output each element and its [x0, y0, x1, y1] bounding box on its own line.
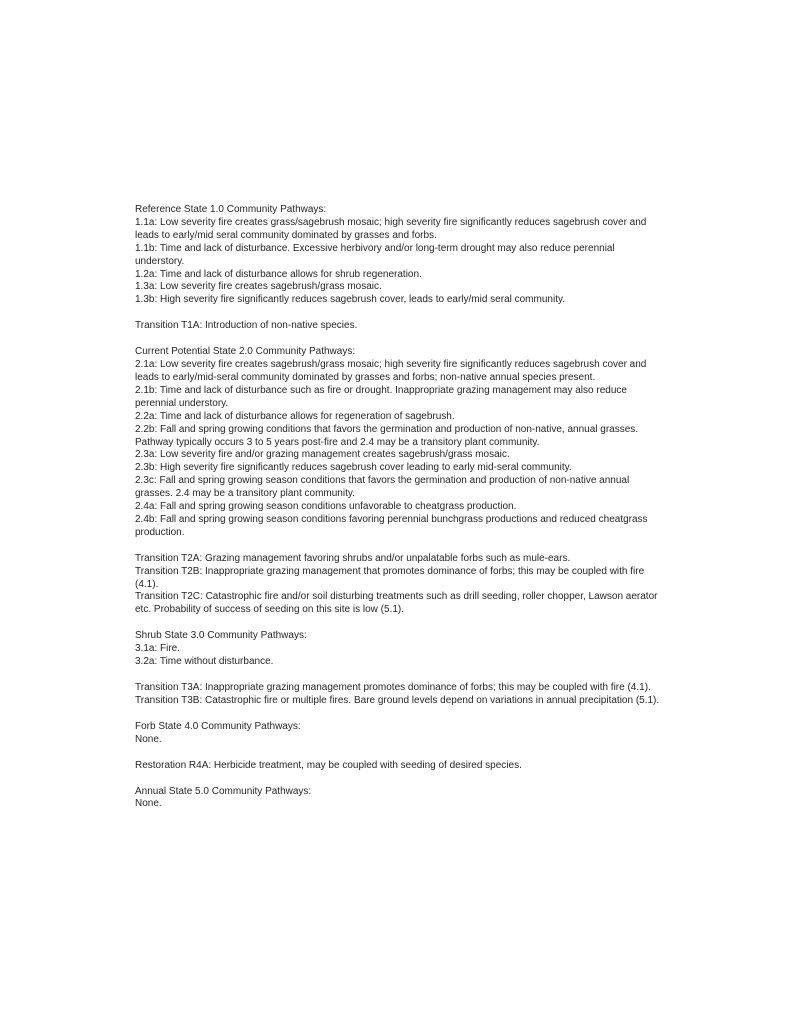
section-heading: Forb State 4.0 Community Pathways:	[135, 720, 301, 732]
text-line: grasses. 2.4 may be a transitory plant community.	[135, 488, 355, 500]
text-line: Transition T2C: Catastrophic fire and/or soil disturbing treatments such as drill seeding, roller chopper, Lawson aerator	[135, 591, 658, 603]
section-heading: Reference State 1.0 Community Pathways:	[135, 204, 327, 215]
text-line: None.	[135, 798, 162, 810]
text-line: production.	[135, 526, 185, 538]
text-line: 1.2a: Time and lack of disturbance allows for shrub regeneration.	[135, 268, 422, 280]
section-transitions-t2	[135, 553, 713, 618]
text-line: perennial understory.	[135, 397, 229, 409]
text-line: 1.3a: Low severity fire creates sagebrush/grass mosaic.	[135, 281, 382, 293]
text-line: leads to early/mid seral community dominated by grasses and forbs.	[135, 229, 437, 241]
text-line: 2.1a: Low severity fire creates sagebrush/grass mosaic; high severity fire significantly reduces sagebrush cover and	[135, 359, 647, 371]
text-line: 2.4b: Fall and spring growing season conditions favoring perennial bunchgrass productions and reduced cheatgrass	[135, 513, 648, 525]
section-reference-state	[135, 204, 713, 307]
text-line: 2.4a: Fall and spring growing season conditions unfavorable to cheatgrass production.	[135, 501, 517, 513]
section-shrub-state	[135, 630, 713, 669]
text-line: 3.1a: Fire.	[135, 643, 181, 655]
section-heading: Annual State 5.0 Community Pathways:	[135, 785, 312, 797]
section-heading: Shrub State 3.0 Community Pathways:	[135, 630, 307, 642]
section-heading: Current Potential State 2.0 Community Pathways:	[135, 346, 356, 358]
text-line: (4.1).	[135, 578, 159, 590]
section-heading: Restoration R4A: Herbicide treatment, may be coupled with seeding of desired species.	[135, 759, 522, 771]
section-annual-state	[135, 786, 713, 812]
section-heading: Transition T2A: Grazing management favoring shrubs and/or unpalatable forbs such as mule-ears.	[135, 552, 571, 564]
section-current-potential-state	[135, 346, 713, 540]
section-forb-state	[135, 721, 713, 747]
text-line: 2.3a: Low severity fire and/or grazing management creates sagebrush/grass mosaic.	[135, 449, 510, 461]
text-line: 1.1b: Time and lack of disturbance. Excessive herbivory and/or long-term drought may also reduce perennial	[135, 242, 615, 254]
section-restoration-r4a	[135, 760, 713, 773]
text-line: 2.2b: Fall and spring growing conditions that favors the germination and production of non-native, annual grasses.	[135, 423, 639, 435]
section-heading: Transition T1A: Introduction of non-native species.	[135, 320, 358, 332]
text-line: Transition T3B: Catastrophic fire or multiple fires. Bare ground levels depend on variations in annual precipitation (5.1).	[135, 694, 660, 706]
text-line: 1.1a: Low severity fire creates grass/sagebrush mosaic; high severity fire significantly reduces sagebrush cover and	[135, 216, 647, 228]
text-line: 2.3c: Fall and spring growing season conditions that favors the germination and production of non-native annual	[135, 475, 630, 487]
text-line: Transition T2B: Inappropriate grazing management that promotes dominance of forbs; this may be coupled with fire	[135, 565, 645, 577]
section-transitions-t3	[135, 682, 713, 708]
text-line: Pathway typically occurs 3 to 5 years post-fire and 2.4 may be a transitory plant community.	[135, 436, 540, 448]
text-line: 2.2a: Time and lack of disturbance allows for regeneration of sagebrush.	[135, 410, 455, 422]
document-body	[135, 204, 713, 824]
section-transition-t1a	[135, 320, 713, 333]
section-heading: Transition T3A: Inappropriate grazing management promotes dominance of forbs; this may be coupled with fire (4.1).	[135, 682, 651, 693]
text-line: etc. Probability of success of seeding on this site is low (5.1).	[135, 604, 405, 616]
text-line: 2.1b: Time and lack of disturbance such as fire or drought. Inappropriate grazing management may also reduce	[135, 384, 627, 396]
text-line: 2.3b: High severity fire significantly reduces sagebrush cover leading to early mid-seral community.	[135, 462, 572, 474]
text-line: leads to early/mid-seral community dominated by grasses and forbs; non-native annual species present.	[135, 371, 596, 383]
text-line: 1.3b: High severity fire significantly reduces sagebrush cover, leads to early/mid seral community.	[135, 294, 566, 306]
text-line: understory.	[135, 255, 185, 267]
text-line: None.	[135, 733, 162, 745]
text-line: 3.2a: Time without disturbance.	[135, 656, 274, 668]
